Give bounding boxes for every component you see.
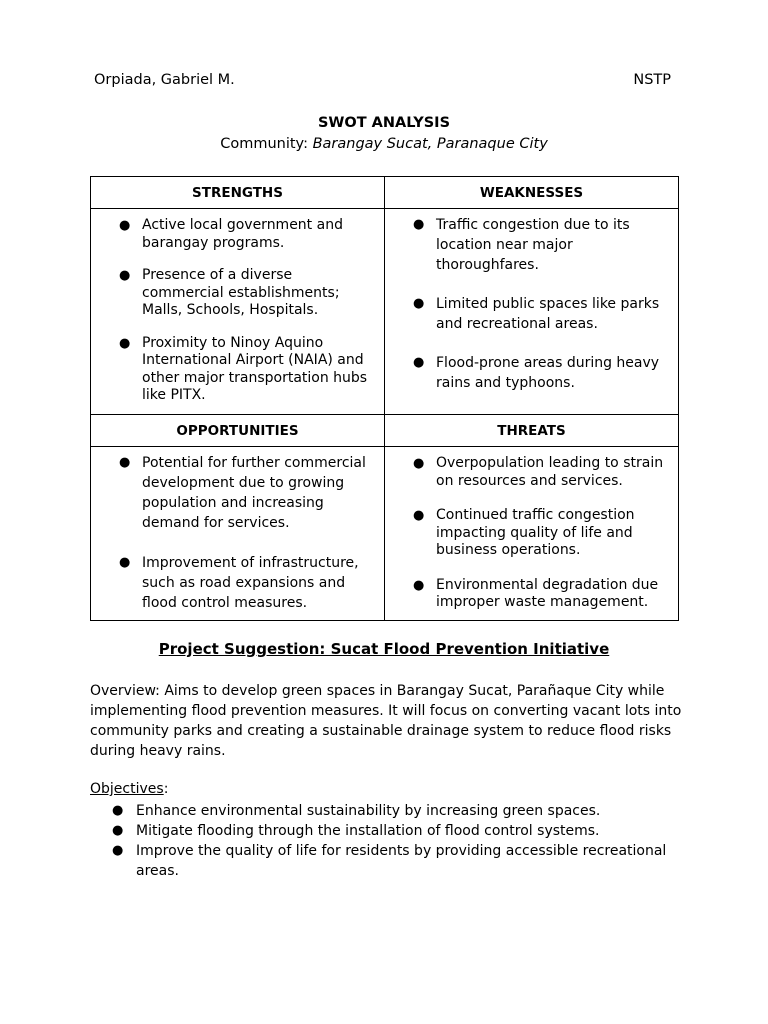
bullet-icon: ●	[413, 508, 425, 523]
list-item	[90, 821, 690, 841]
bullet-icon: ●	[413, 217, 425, 232]
swot-table	[90, 176, 679, 621]
weakness-text: Limited public spaces like parks and recreational areas.	[436, 296, 660, 332]
author-name: Orpiada, Gabriel M.	[94, 72, 235, 88]
bullet-icon: ●	[413, 577, 425, 593]
strengths-heading: STRENGTHS	[91, 177, 385, 209]
strengths-list	[91, 217, 384, 405]
objectives-label	[90, 781, 168, 797]
bullet-icon: ●	[413, 296, 425, 311]
list-item	[385, 353, 678, 393]
list-item	[90, 841, 690, 881]
bullet-icon: ●	[119, 218, 131, 233]
objective-text: Improve the quality of life for residents by providing accessible recreational areas.	[136, 843, 667, 879]
weaknesses-cell	[385, 209, 679, 415]
strength-text: Active local government and barangay programs.	[142, 217, 343, 251]
objective-text: Enhance environmental sustainability by increasing green spaces.	[136, 803, 601, 819]
community-line	[0, 136, 768, 152]
community-value: Barangay Sucat, Paranaque City	[312, 136, 548, 152]
bullet-icon: ●	[112, 803, 124, 818]
project-overview: Overview: Aims to develop green spaces in Barangay Sucat, Parañaque City while implementing flood prevention measures. It will focus on converting vacant lots into community parks and creating a sustainable drainage system to reduce flood risks during heavy rains.	[90, 683, 682, 759]
community-label: Community:	[220, 136, 313, 152]
list-item	[385, 294, 678, 334]
course-name: NSTP	[633, 72, 671, 88]
list-item	[91, 553, 384, 613]
list-item	[91, 217, 384, 252]
opportunities-list	[91, 453, 384, 613]
opportunity-text: Potential for further commercial development due to growing population and increasing demand for services.	[142, 455, 366, 531]
weaknesses-list	[385, 215, 678, 393]
threats-heading: THREATS	[385, 415, 679, 447]
list-item	[91, 267, 384, 320]
threats-list	[385, 455, 678, 612]
bullet-icon: ●	[119, 555, 131, 570]
objectives-label-text: Objectives	[90, 781, 164, 797]
strength-text: Presence of a diverse commercial establishments; Malls, Schools, Hospitals.	[142, 267, 340, 318]
opportunities-cell	[91, 447, 385, 621]
threats-cell	[385, 447, 679, 621]
document-title: SWOT ANALYSIS	[317, 115, 451, 131]
bullet-icon: ●	[112, 843, 124, 858]
weaknesses-heading: WEAKNESSES	[385, 177, 679, 209]
list-item	[91, 453, 384, 533]
opportunity-text: Improvement of infrastructure, such as road expansions and flood control measures.	[142, 555, 359, 611]
bullet-icon: ●	[119, 268, 131, 283]
threat-text: Continued traffic congestion impacting quality of life and business operations.	[436, 507, 635, 558]
objectives-list	[90, 801, 690, 881]
bullet-icon: ●	[119, 335, 131, 351]
project-title: Project Suggestion: Sucat Flood Prevention Initiative	[158, 640, 610, 658]
threat-text: Overpopulation leading to strain on resources and services.	[436, 455, 664, 489]
list-item	[385, 455, 678, 490]
bullet-icon: ●	[413, 456, 425, 471]
threat-text: Environmental degradation due improper waste management.	[436, 576, 659, 610]
list-item	[91, 335, 384, 405]
strength-text: Proximity to Ninoy Aquino International Airport (NAIA) and other major transportation hubs like PITX.	[142, 334, 368, 403]
objectives-colon: :	[163, 781, 169, 797]
weakness-text: Traffic congestion due to its location near major thoroughfares.	[436, 217, 630, 273]
opportunities-heading: OPPORTUNITIES	[91, 415, 385, 447]
bullet-icon: ●	[413, 355, 425, 370]
list-item	[385, 577, 678, 612]
bullet-icon: ●	[119, 455, 131, 470]
list-item	[90, 801, 690, 821]
list-item	[385, 507, 678, 560]
list-item	[385, 215, 678, 275]
bullet-icon: ●	[112, 823, 124, 838]
strengths-cell	[91, 209, 385, 415]
weakness-text: Flood-prone areas during heavy rains and typhoons.	[436, 355, 660, 391]
objective-text: Mitigate flooding through the installation of flood control systems.	[136, 823, 600, 839]
